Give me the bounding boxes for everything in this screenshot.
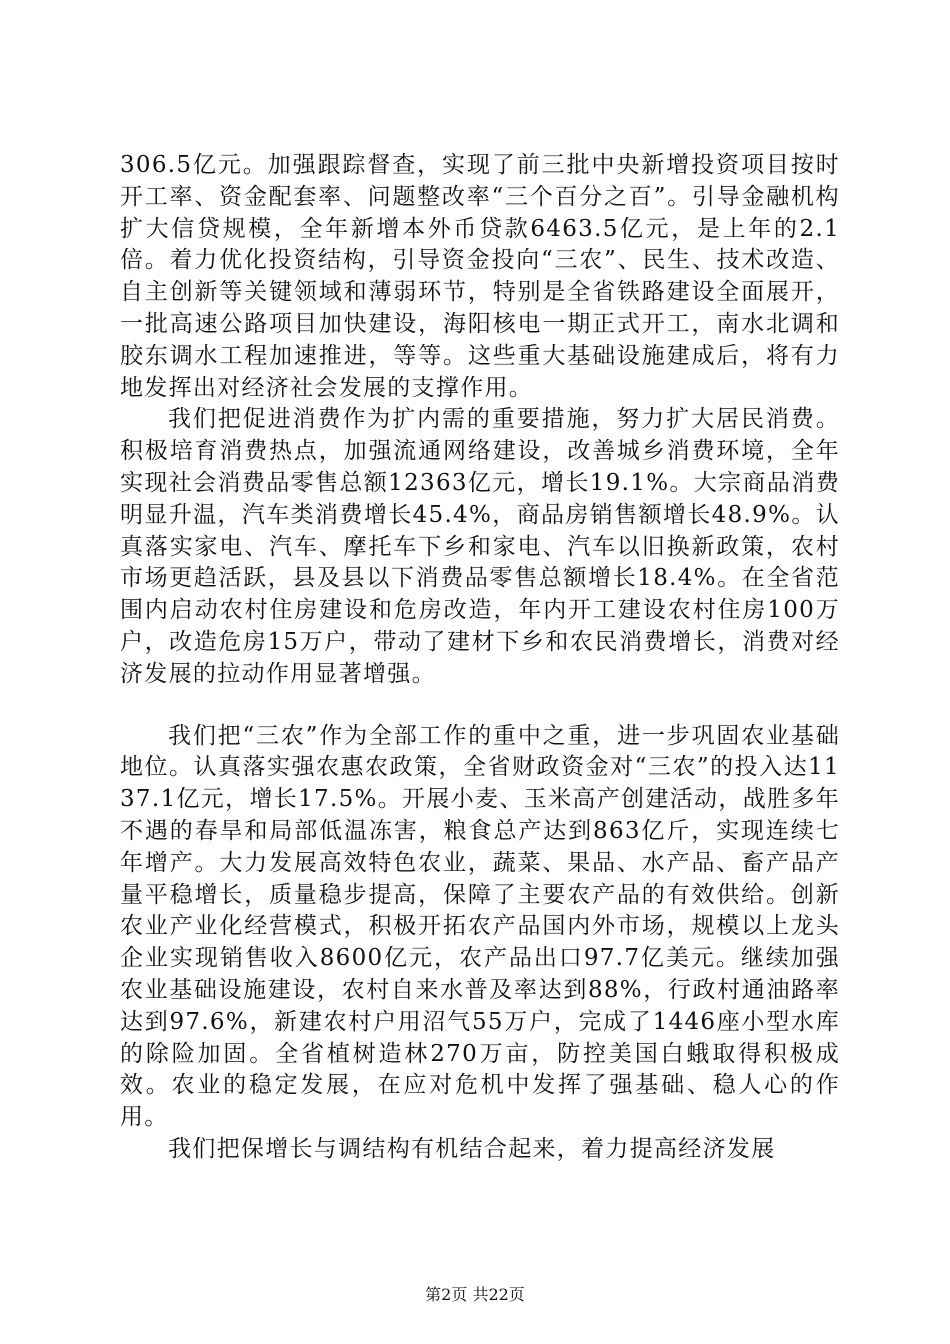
document-body: [120, 150, 840, 1166]
paragraph-structure: 我们把保增长与调结构有机结合起来，着力提高经济发展: [168, 1135, 776, 1162]
paragraph-agriculture: 我们把“三农”作为全部工作的重中之重，进一步巩固农业基础地位。认真落实强农惠农政策，全省财政资金对“三农”的投入达1137.1亿元，增长17.5%。开展小麦、玉米高产创建活动，战胜多年不遇的春旱和局部低温冻害，粮食总产达到863亿斤，实现连续七年增产。大力发展高效特色农业，蔬菜、果品、水产品、畜产品产量平稳增长，质量稳步提高，保障了主要农产品的有效供给。创新农业产业化经营模式，积极开拓农产品国内外市场，规模以上龙头企业实现销售收入8600亿元，农产品出口97.7亿美元。继续加强农业基础设施建设，农村自来水普及率达到88%，行政村通油路率达到97.6%，新建农村户用沼气55万户，完成了1446座小型水库的除险加固。全省植树造林270万亩，防控美国白蛾取得积极成效。农业的稳定发展，在应对危机中发挥了强基础、稳人心的作用。: [120, 722, 840, 1131]
paragraph-consumption: 我们把促进消费作为扩内需的重要措施，努力扩大居民消费。积极培育消费热点，加强流通网络建设，改善城乡消费环境，全年实现社会消费品零售总额12363亿元，增长19.1%。大宗商品消费明显升温，汽车类消费增长45.4%，商品房销售额增长48.9%。认真落实家电、汽车、摩托车下乡和家电、汽车以旧换新政策，农村市场更趋活跃，县及县以下消费品零售总额增长18.4%。在全省范围内启动农村住房建设和危房改造，年内开工建设农村住房100万户，改造危房15万户，带动了建材下乡和农民消费增长，消费对经济发展的拉动作用显著增强。: [120, 406, 840, 687]
paragraph-investment: 306.5亿元。加强跟踪督查，实现了前三批中央新增投资项目按时开工率、资金配套率、问题整改率“三个百分之百”。引导金融机构扩大信贷规模，全年新增本外币贷款6463.5亿元，是上年的2.1倍。着力优化投资结构，引导资金投向“三农”、民生、技术改造、自主创新等关键领域和薄弱环节，特别是全省铁路建设全面展开，一批高速公路项目加快建设，海阳核电一期正式开工，南水北调和胶东调水工程加速推进，等等。这些重大基础设施建成后，将有力地发挥出对经济社会发展的支撑作用。: [120, 152, 840, 401]
page-number-footer: 第2页 共22页: [425, 1285, 525, 1304]
paragraph-gap: [120, 691, 840, 721]
